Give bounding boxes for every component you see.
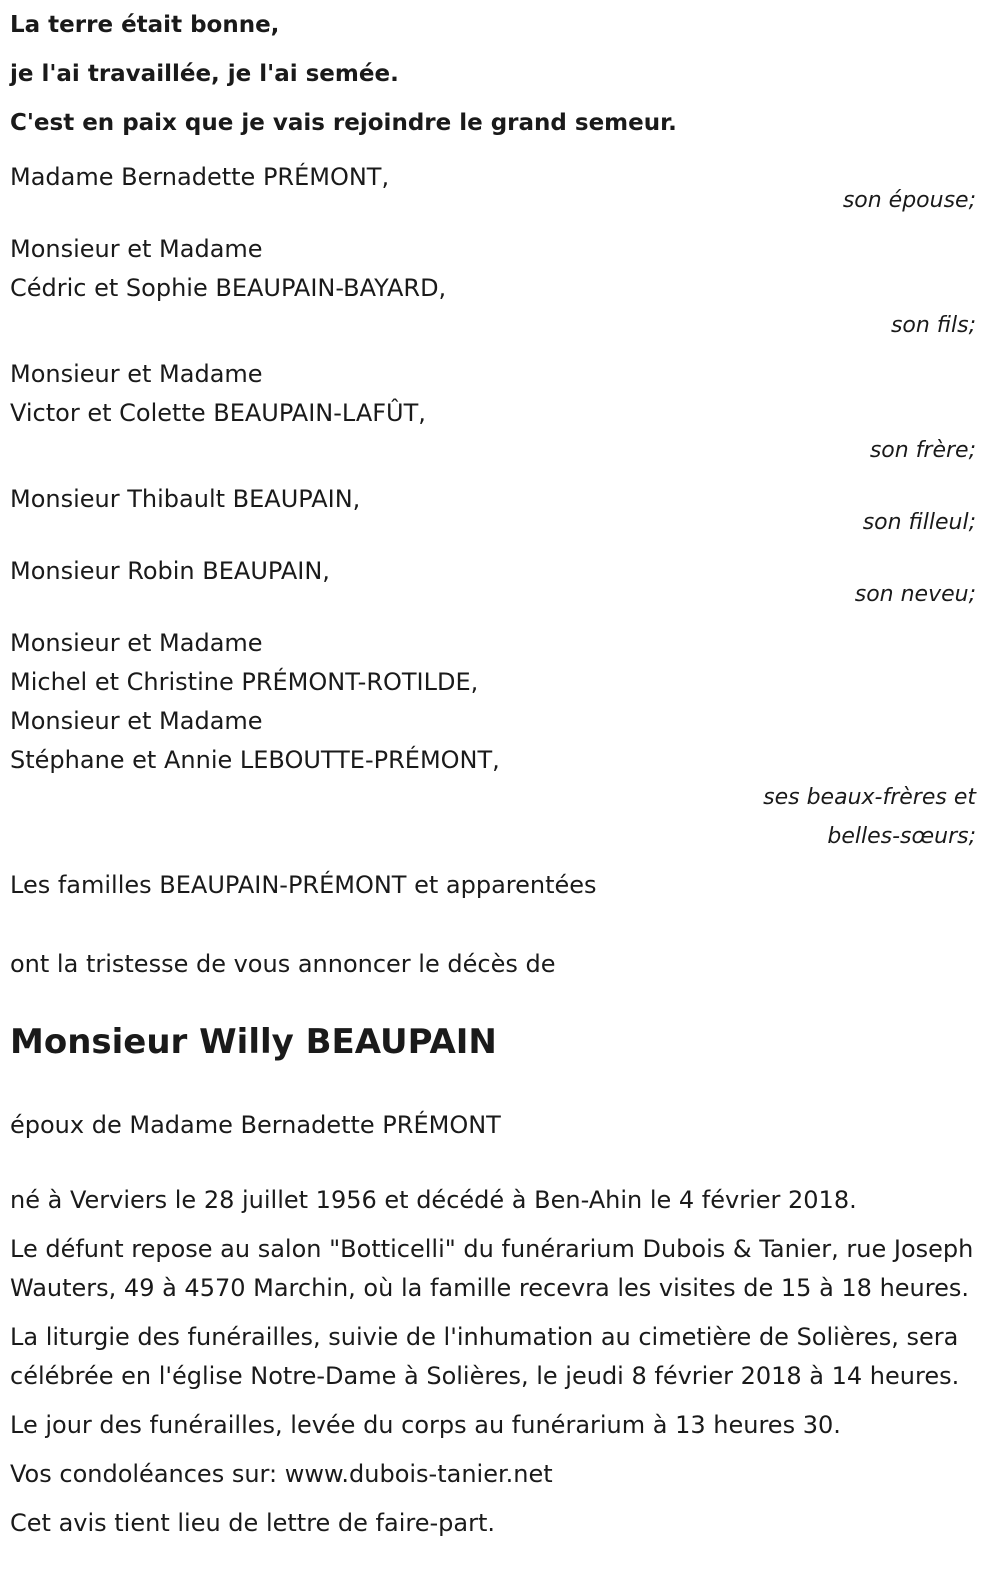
family-name: Monsieur et Madame (10, 360, 263, 388)
family-name: Michel et Christine PRÉMONT-ROTILDE, (10, 668, 479, 696)
procession-info: Le jour des funérailles, levée du corps au funérarium à 13 heures 30. (10, 1411, 841, 1439)
family-name: Victor et Colette BEAUPAIN-LAFÛT, (10, 399, 426, 427)
birth-death-info: né à Verviers le 28 juillet 1956 et décédé à Ben-Ahin le 4 février 2018. (10, 1186, 857, 1214)
family-name: Madame Bernadette PRÉMONT, (10, 163, 390, 191)
family-relation: son neveu; (854, 582, 976, 607)
family-name: Monsieur et Madame (10, 707, 263, 735)
family-entry-in-laws (10, 624, 976, 856)
visitation-info: Le défunt repose au salon "Botticelli" du funérarium Dubois & Tanier, rue Joseph Wauters, 49 à 4570 Marchin, où la famille recevra les visites de 15 à 18 heures. (10, 1235, 974, 1302)
funeral-info: La liturgie des funérailles, suivie de l'inhumation au cimetière de Solières, sera célébrée en l'église Notre-Dame à Solières, le jeudi 8 février 2018 à 14 heures. (10, 1323, 960, 1390)
family-name: Les familles BEAUPAIN-PRÉMONT et apparentées (10, 871, 597, 899)
spouse-line: époux de Madame Bernadette PRÉMONT (10, 1111, 501, 1139)
family-entry-families (10, 866, 976, 905)
opening-poem (10, 0, 976, 148)
family-name: Monsieur Thibault BEAUPAIN, (10, 485, 361, 513)
family-relation: son frère; (869, 438, 976, 463)
family-entry-spouse (10, 158, 976, 220)
deceased-name: Monsieur Willy BEAUPAIN (10, 1022, 497, 1062)
family-entry-brother (10, 355, 976, 470)
family-name: Monsieur et Madame (10, 629, 263, 657)
family-relation: son épouse; (842, 188, 976, 213)
obituary-notice (10, 0, 976, 1543)
family-entry-nephew (10, 552, 976, 614)
family-relation: belles-sœurs; (827, 824, 976, 849)
family-name: Monsieur et Madame (10, 235, 263, 263)
poem-line: C'est en paix que je vais rejoindre le grand semeur. (10, 110, 677, 136)
family-relation: son filleul; (862, 510, 976, 535)
family-entry-son (10, 230, 976, 345)
family-entry-godson (10, 480, 976, 542)
poem-line: je l'ai travaillée, je l'ai semée. (10, 61, 399, 87)
family-relation: son fils; (890, 313, 976, 338)
condolences-info: Vos condoléances sur: www.dubois-tanier.net (10, 1460, 553, 1488)
family-relation: ses beaux-frères et (763, 785, 976, 810)
family-name: Stéphane et Annie LEBOUTTE-PRÉMONT, (10, 746, 500, 774)
family-name: Cédric et Sophie BEAUPAIN-BAYARD, (10, 274, 447, 302)
family-name: Monsieur Robin BEAUPAIN, (10, 557, 330, 585)
poem-line: La terre était bonne, (10, 12, 280, 38)
announcement-text: ont la tristesse de vous annoncer le décès de (10, 950, 556, 978)
closing-note: Cet avis tient lieu de lettre de faire-part. (10, 1509, 495, 1537)
